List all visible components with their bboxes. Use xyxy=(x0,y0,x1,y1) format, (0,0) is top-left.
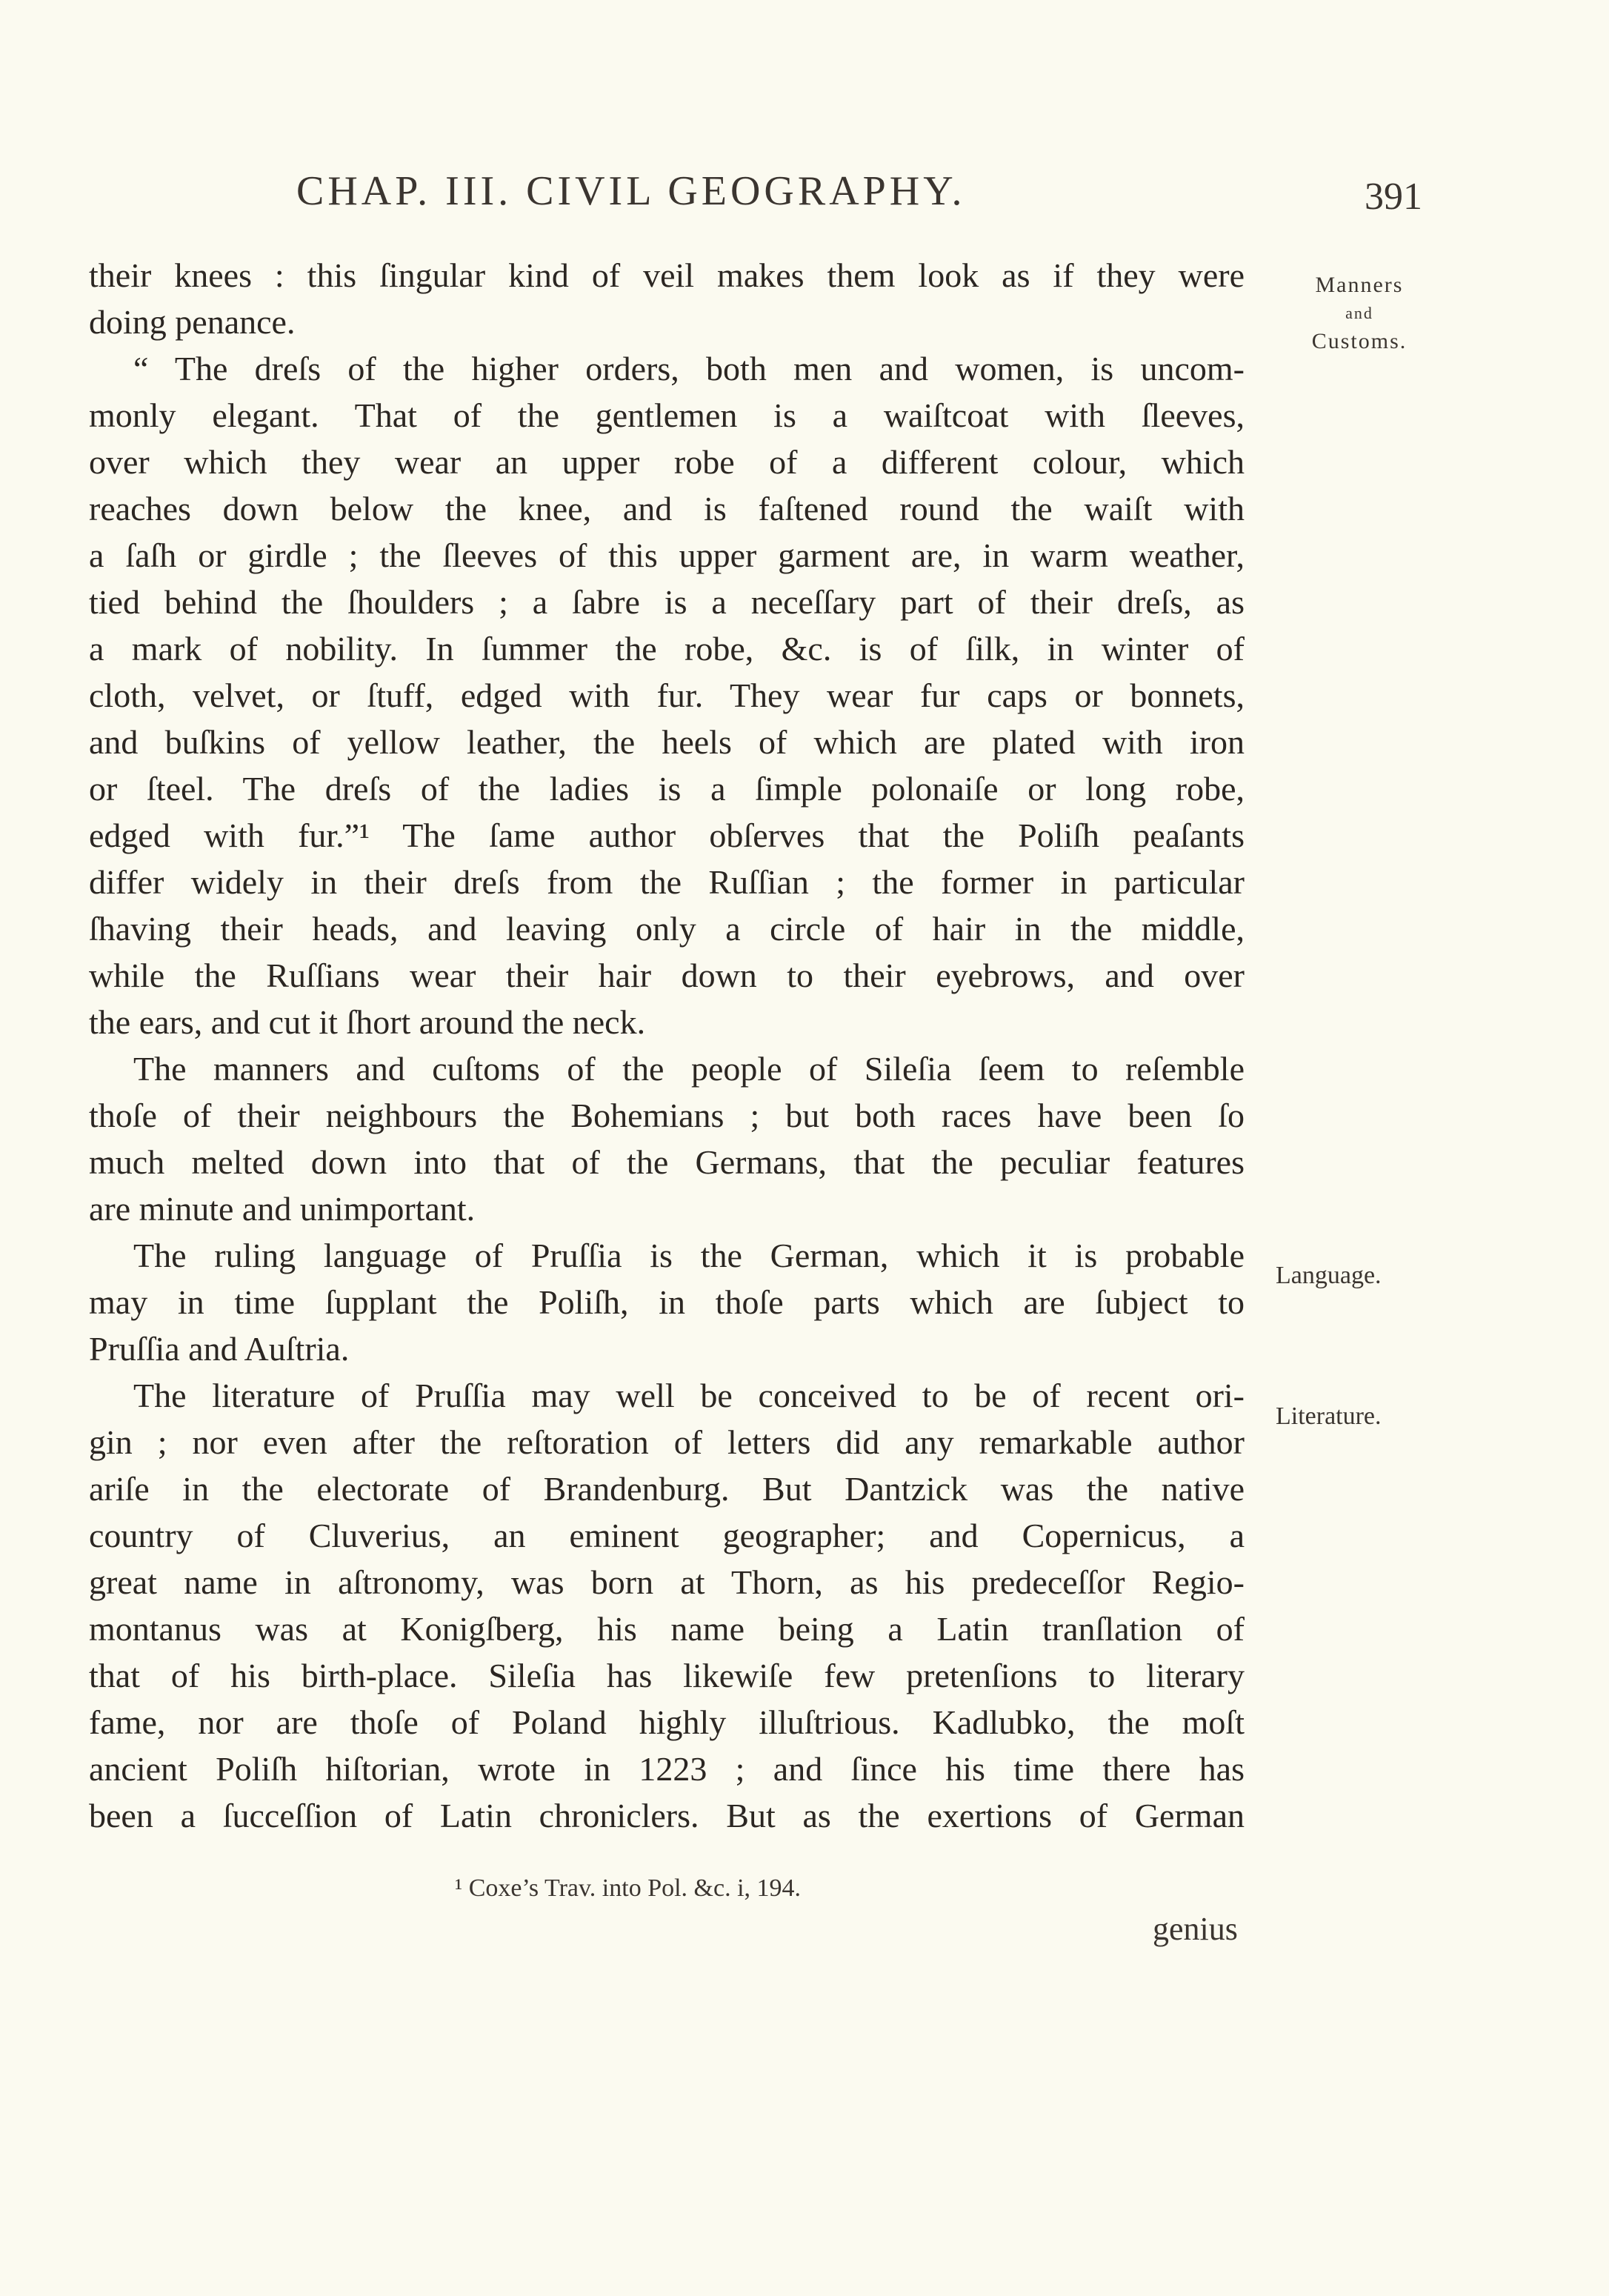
margin-note-manners: Manners xyxy=(1315,273,1404,297)
text-line: doing penance. xyxy=(89,303,296,341)
text-line: The ruling language of Pruſſia is the German, which it is probable xyxy=(133,1237,1245,1274)
text-line: edged with fur.”¹ The ſame author obſerves that the Poliſh peaſants xyxy=(89,816,1245,854)
margin-note-literature: Literature. xyxy=(1276,1402,1382,1430)
text-line: country of Cluverius, an eminent geographer; and Copernicus, a xyxy=(89,1517,1245,1554)
text-line: cloth, velvet, or ſtuff, edged with fur. They wear fur caps or bonnets, xyxy=(89,676,1245,714)
text-line: a mark of nobility. In ſummer the robe, &c. is of ſilk, in winter of xyxy=(89,630,1245,668)
text-line: been a ſucceſſion of Latin chroniclers. But as the exertions of German xyxy=(89,1797,1245,1834)
text-line: gin ; nor even after the reſtoration of letters did any remarkable author xyxy=(89,1423,1245,1461)
text-line: “ The dreſs of the higher orders, both men and women, is uncom- xyxy=(133,350,1245,387)
text-line: reaches down below the knee, and is faſtened round the waiſt with xyxy=(89,490,1245,528)
text-line: ancient Poliſh hiſtorian, wrote in 1223 ; and ſince his time there has xyxy=(89,1750,1245,1788)
text-line: ariſe in the electorate of Brandenburg. But Dantzick was the native xyxy=(89,1470,1245,1508)
margin-note-and: and xyxy=(1345,304,1373,322)
margin-note-manners-and-customs xyxy=(1278,271,1441,356)
text-line: much melted down into that of the Germans, that the peculiar features xyxy=(89,1143,1245,1181)
text-line: monly elegant. That of the gentlemen is a waiſtcoat with ſleeves, xyxy=(89,396,1245,434)
margin-note-language: Language. xyxy=(1276,1262,1382,1289)
footnote: ¹ Coxe’s Trav. into Pol. &c. i, 194. xyxy=(455,1874,802,1902)
text-line: great name in aſtronomy, was born at Thorn, as his predeceſſor Regio- xyxy=(89,1563,1245,1601)
page-number: 391 xyxy=(1365,176,1422,218)
text-line: Pruſſia and Auſtria. xyxy=(89,1330,350,1368)
text-line: montanus was at Konigſberg, his name being a Latin tranſlation of xyxy=(89,1610,1245,1648)
text-line: ſhaving their heads, and leaving only a circle of hair in the middle, xyxy=(89,910,1245,948)
catchword: genius xyxy=(1153,1911,1238,1947)
text-line: differ widely in their dreſs from the Ruſſian ; the former in particular xyxy=(89,863,1245,901)
text-line: over which they wear an upper robe of a different colour, which xyxy=(89,443,1245,481)
text-line: their knees : this ſingular kind of veil makes them look as if they were xyxy=(89,256,1245,294)
text-line: and buſkins of yellow leather, the heels of which are plated with iron xyxy=(89,723,1245,761)
text-line: may in time ſupplant the Poliſh, in thoſe parts which are ſubject to xyxy=(89,1283,1245,1321)
body-text xyxy=(89,252,1245,1839)
text-line: fame, nor are thoſe of Poland highly illuſtrious. Kadlubko, the moſt xyxy=(89,1703,1245,1741)
margin-note-customs: Customs. xyxy=(1311,329,1408,353)
text-line: while the Ruſſians wear their hair down to their eyebrows, and over xyxy=(89,956,1245,994)
text-line: or ſteel. The dreſs of the ladies is a ſimple polonaiſe or long robe, xyxy=(89,770,1245,808)
text-line: are minute and unimportant. xyxy=(89,1190,476,1228)
text-line: tied behind the ſhoulders ; a ſabre is a neceſſary part of their dreſs, as xyxy=(89,583,1245,621)
running-title: CHAP. III. CIVIL GEOGRAPHY. xyxy=(296,168,966,214)
text-line: a ſaſh or girdle ; the ſleeves of this upper garment are, in warm weather, xyxy=(89,536,1245,574)
text-line: The manners and cuſtoms of the people of Sileſia ſeem to reſemble xyxy=(133,1050,1245,1088)
text-line: The literature of Pruſſia may well be conceived to be of recent ori- xyxy=(133,1377,1245,1414)
text-line: that of his birth-place. Sileſia has likewiſe few pretenſions to literary xyxy=(89,1657,1245,1694)
text-line: the ears, and cut it ſhort around the neck. xyxy=(89,1003,646,1041)
text-line: thoſe of their neighbours the Bohemians ; but both races have been ſo xyxy=(89,1097,1245,1134)
